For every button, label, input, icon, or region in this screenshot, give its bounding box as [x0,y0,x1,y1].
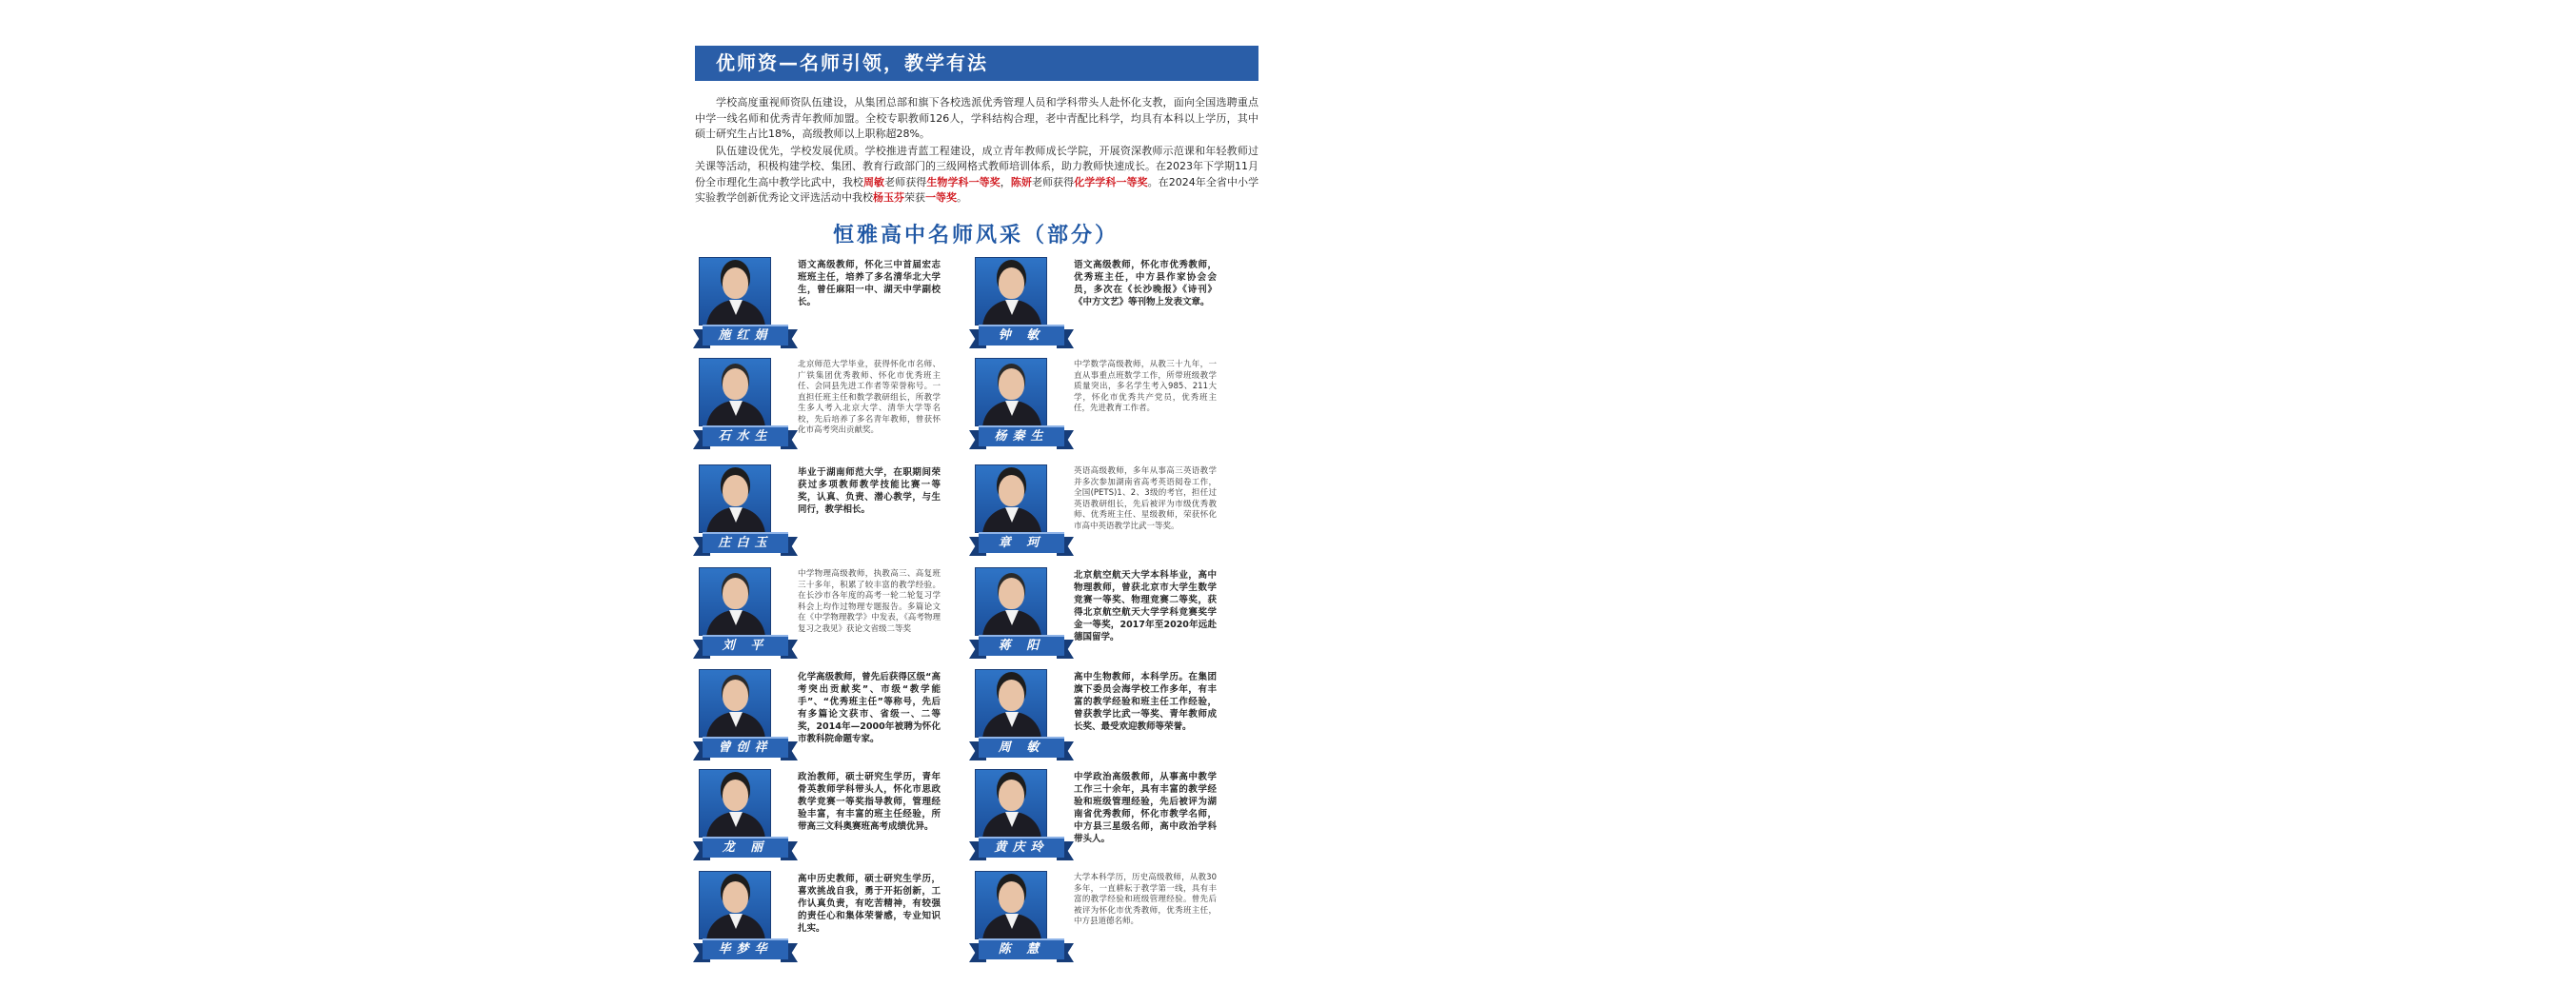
teacher-name: 杨秦生 [979,425,1064,446]
teacher-name: 施红娟 [703,325,788,346]
teacher-name: 钟 敏 [979,325,1064,346]
teacher-photo [975,871,1047,939]
teacher-name: 刘 平 [703,635,788,656]
intro-text-run: 老师获得 [884,175,927,188]
teacher-card [695,871,971,974]
name-ribbon [693,633,798,660]
teacher-description: 北京师范大学毕业，获得怀化市名师、广铁集团优秀教师、怀化市优秀班主任、会同县先进工作者等荣誉称号。一直担任班主任和数学教研组长，所教学生多人考入北京大学、清华大学等名校，先后培养了多名青年教师，曾获怀化市高考突出贡献奖。 [798,360,941,435]
teacher-photo [699,769,771,838]
teacher-name: 庄白玉 [703,532,788,553]
teacher-photo [699,358,771,426]
teacher-description: 中学数学高级教师，从教三十九年，一直从事重点班数学工作，所带班级教学质量突出，多名学生考入985、211大学，怀化市优秀共产党员，优秀班主任，先进教育工作者。 [1074,360,1217,413]
name-ribbon [969,530,1074,557]
teacher-name: 黄庆玲 [979,837,1064,858]
teacher-photo [975,567,1047,636]
teacher-photo [699,257,771,326]
teacher-description: 语文高级教师，怀化三中首届宏志班班主任，培养了多名清华北大学生，曾任麻阳一中、湖天中学副校长。 [798,260,941,307]
teacher-description: 大学本科学历，历史高级教师，从教30多年，一直耕耘于教学第一线，具有丰富的教学经验和班级管理经验。曾先后被评为怀化市优秀教师，优秀班主任，中方县道德名师。 [1074,873,1217,926]
teacher-description: 英语高级教师，多年从事高三英语教学并多次参加湖南省高考英语阅卷工作，全国(PETS)1、2、3级的考官，担任过英语教研组长，先后被评为市级优秀教师、优秀班主任、星级教师，荣获怀化市高中英语教学比武一等奖。 [1074,466,1217,531]
name-ribbon [693,835,798,861]
teacher-photo [699,871,771,939]
teacher-name: 周 敏 [979,737,1064,758]
intro-text-run: 。在2024年全省中小学实验教学创新优秀论文评选活动中我校 [695,175,1259,204]
teacher-card [695,669,971,772]
teacher-photo [975,257,1047,326]
teacher-description: 政治教师，硕士研究生学历，青年骨英教师学科带头人，怀化市思政教学竞赛一等奖指导教师，管理经验丰富，有丰富的班主任经验，所带高三文科奥赛班高考成绩优异。 [798,772,941,832]
highlight-award: 化学学科一等奖 [1074,175,1148,188]
teacher-photo [699,669,771,738]
teacher-card [971,257,1247,360]
intro-text [695,95,1258,207]
name-ribbon [693,937,798,963]
teacher-name: 毕梦华 [703,938,788,959]
teacher-name: 蒋 阳 [979,635,1064,656]
highlight-name: 杨玉芬 [873,191,904,204]
teacher-description: 语文高级教师，怀化市优秀教师，优秀班主任，中方县作家协会会员，多次在《长沙晚报》《诗刊》《中方文艺》等刊物上发表文章。 [1074,260,1217,307]
teacher-name: 曾创祥 [703,737,788,758]
teacher-photo [975,769,1047,838]
teacher-description: 北京航空航天大学本科毕业，高中物理教师，曾获北京市大学生数学竞赛一等奖、物理竞赛二等奖，获得北京航空航天大学学科竞赛奖学金一等奖，2017年至2020年远赴德国留学。 [1074,570,1217,642]
name-ribbon [969,835,1074,861]
intro-text-run: 老师获得 [1031,175,1075,188]
section-header-bar: 优师资—名师引领，教学有法 [695,46,1258,81]
teacher-name: 章 珂 [979,532,1064,553]
teacher-card [971,567,1247,670]
teacher-card [971,769,1247,872]
intro-text-run: 荣获 [904,191,925,204]
teacher-card [971,358,1247,461]
teacher-photo [699,464,771,533]
name-ribbon [693,530,798,557]
intro-paragraph-1: 学校高度重视师资队伍建设，从集团总部和旗下各校选派优秀管理人员和学科带头人赴怀化支教，面向全国选聘重点中学一线名师和优秀青年教师加盟。全校专职教师126人，学科结构合理，老中青配比科学，均具有本科以上学历，其中硕士研究生占比18%，高级教师以上职称超28%。 [695,96,1258,140]
name-ribbon [693,735,798,761]
highlight-award: 生物学科一等奖 [926,175,1001,188]
teachers-section-title: 恒雅高中名师风采（部分） [832,224,1119,247]
highlight-name: 陈妍 [1010,175,1032,188]
highlight-award: 一等奖 [925,191,957,204]
teacher-card [695,464,971,567]
teacher-photo [975,464,1047,533]
name-ribbon [969,735,1074,761]
teacher-description: 中学物理高级教师，执教高三、高复班三十多年，积累了较丰富的教学经验。在长沙市各年度的高考一轮二轮复习学科会上均作过物理专题报告。多篇论文在《中学物理教学》中发表，《高考物理复习之我见》获论文省级二等奖 [798,569,941,634]
name-ribbon [693,424,798,450]
name-ribbon [969,633,1074,660]
teacher-card [971,871,1247,974]
teacher-description: 化学高级教师，曾先后获得区级“高考突出贡献奖”、市级“教学能手”、“优秀班主任”等称号，先后有多篇论文获市、省级一、二等奖，2014年—2000年被聘为怀化市教科院命题专家。 [798,672,941,744]
intro-text-run: 队伍建设优先，学校发展优质。学校推进青蓝工程建设，成立青年教师成长学院，开展资深教师示范课和年轻教师过关课等活动，积极构建学校、集团、教育行政部门的三级网格式教师培训体系，助力教师快速成长。在2023年下学期11月份全市理化生高中教学比武中，我校 [695,144,1258,188]
name-ribbon [969,937,1074,963]
teacher-card [971,669,1247,772]
intro-text-run: 。 [957,191,967,204]
teacher-description: 毕业于湖南师范大学，在职期间荣获过多项教师教学技能比赛一等奖，认真、负责、潜心教学，与生同行，教学相长。 [798,467,941,515]
name-ribbon [693,323,798,349]
name-ribbon [969,323,1074,349]
intro-text-run: ， [1000,175,1011,188]
teacher-description: 中学政治高级教师，从事高中教学工作三十余年，具有丰富的教学经验和班级管理经验，先后被评为湖南省优秀教师，怀化市教学名师，中方县三星级名师，高中政治学科带头人。 [1074,772,1217,844]
name-ribbon [969,424,1074,450]
teacher-card [971,464,1247,567]
teacher-card [695,567,971,670]
highlight-name: 周敏 [862,175,885,188]
teacher-name: 石水生 [703,425,788,446]
teacher-photo [975,358,1047,426]
teacher-description: 高中生物教师，本科学历。在集团旗下委员会海学校工作多年，有丰富的教学经验和班主任工作经验，曾获教学比武一等奖、青年教师成长奖、最受欢迎教师等荣誉。 [1074,672,1217,732]
teacher-name: 陈 慧 [979,938,1064,959]
teacher-description: 高中历史教师，硕士研究生学历，喜欢挑战自我，勇于开拓创新，工作认真负责，有吃苦精神，有较强的责任心和集体荣誉感，专业知识扎实。 [798,874,941,934]
teacher-card [695,257,971,360]
teacher-card [695,769,971,872]
teacher-photo [699,567,771,636]
teacher-name: 龙 丽 [703,837,788,858]
teacher-card [695,358,971,461]
intro-paragraph-2 [695,144,1258,207]
teacher-photo [975,669,1047,738]
brochure-page [690,46,1261,1007]
